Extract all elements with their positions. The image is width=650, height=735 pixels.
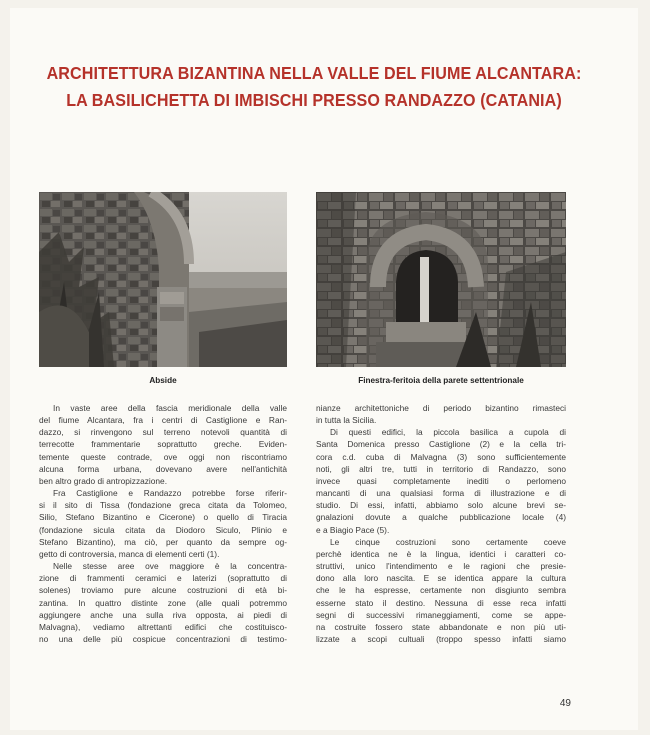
text-line: aggiungere anche una sulla riva opposta, ai piedi di xyxy=(39,609,287,620)
text-line: lizzate a scopi cultuali (troppo spesso infatti siamo xyxy=(316,633,566,644)
title-line-1: ARCHITETTURA BIZANTINA NELLA VALLE DEL FIUME ALCANTARA: xyxy=(46,63,582,83)
text-line: perchè identica ne è la lingua, identici i caratteri co- xyxy=(316,548,566,559)
text-line: e a Biagio Pace (5). xyxy=(316,524,390,535)
text-line: Nelle stesse aree ove maggiore è la concentra- xyxy=(53,561,287,572)
text-line: na costruite fossero state abbandonate e non più uti- xyxy=(316,621,566,632)
article-title xyxy=(25,60,603,114)
text-line: esserne stato il destino. Nessuna di esse reca infatti xyxy=(316,597,566,608)
text-line: Santa Domenica presso Castiglione (2) e la cella tri- xyxy=(316,439,566,450)
text-line: invece quasi completamente inediti o perlomeno xyxy=(316,475,566,486)
apse-photo xyxy=(39,192,287,367)
text-line: terrecotte frammentarie soprattutto greche. Eviden- xyxy=(39,439,287,450)
text-column-left xyxy=(39,402,287,645)
text-line: studio. Di essi, infatti, abbiamo solo alcune brevi se- xyxy=(316,500,566,511)
text-line: (fondazione sicula citata da Diodoro Siculo, Plinio e xyxy=(39,524,287,535)
text-line: getto di controversia, manca di elementi certi (1). xyxy=(39,548,220,559)
text-line: del fiume Alcantara, fra i centri di Castiglione e Ran- xyxy=(39,415,287,426)
text-line: zantina. In quattro distinte zone (alle quali potremmo xyxy=(39,597,287,608)
text-line: si il sito di Tissa (fondazione greca citata da Tolomeo, xyxy=(39,500,287,511)
text-line: cora c.d. cuba di Malvagna (3) sono sufficientemente xyxy=(316,451,566,462)
text-line: no una delle più cospicue concentrazioni di testimo- xyxy=(39,633,287,644)
text-line: In vaste aree della fascia meridionale della valle xyxy=(53,403,287,413)
window-caption: Finestra-feritoia della parete settentrionale xyxy=(358,376,524,385)
text-line: Malvagna), vediamo altrettanti edifici che costituisco- xyxy=(39,621,287,632)
text-line: dazzo, si rinvengono sul terreno notevoli quantità di xyxy=(39,427,287,438)
text-line: struttivi, unico l'intendimento e le ragioni che presie- xyxy=(316,561,566,572)
text-line: gnalazioni dovute a qualche pubblicazione locale (4) xyxy=(316,512,566,523)
text-line: dono alla loro nascita. E se identica appare la cultura xyxy=(316,573,566,584)
text-column-right xyxy=(316,402,566,645)
text-line: solenes) troviamo pure alcune costruzioni di età bi- xyxy=(39,585,287,596)
text-line: Fra Castiglione e Randazzo potrebbe forse riferir- xyxy=(53,488,287,499)
apse-caption: Abside xyxy=(149,376,177,385)
text-line: segni di successivi rimaneggiamenti, come se appe- xyxy=(316,609,566,620)
text-line: Stefano Bizantino), ma ciò, per quanto da sempre og- xyxy=(39,536,287,547)
title-line-2: LA BASILICHETTA DI IMBISCHI PRESSO RANDAZZO (CATANIA) xyxy=(66,90,562,110)
text-line: Di questi edifici, la piccola basilica a cupola di xyxy=(330,427,566,438)
window-photo xyxy=(316,192,566,367)
text-line: nianze architettoniche di periodo bizantino rimasteci xyxy=(316,403,566,413)
text-line: alcuna forma urbana, dovevano avere nell'antichità xyxy=(39,463,287,474)
text-line: noti, gli altri tre, tutti in territorio di Randazzo, sono xyxy=(316,463,566,474)
page-number: 49 xyxy=(559,698,571,709)
text-line: zione di frammenti ceramici e laterizi (soprattutto di xyxy=(39,573,287,584)
text-line: Le cinque costruzioni sono certamente coeve xyxy=(330,536,566,547)
text-line: temente queste contrade, ove oggi non riscontriamo xyxy=(39,451,287,462)
text-line: ben altro grado di antropizzazione. xyxy=(39,475,168,486)
text-line: che le ha espresse, certamente non disgiunto sembra xyxy=(316,585,566,596)
text-line: in tutta la Sicilia. xyxy=(316,415,377,426)
text-line: mancanti di una qualsiasi forma di illustrazione e di xyxy=(316,488,566,499)
text-line: Silio, Stefano Bizantino e Cicerone) o quello di Tiracia xyxy=(39,512,287,523)
